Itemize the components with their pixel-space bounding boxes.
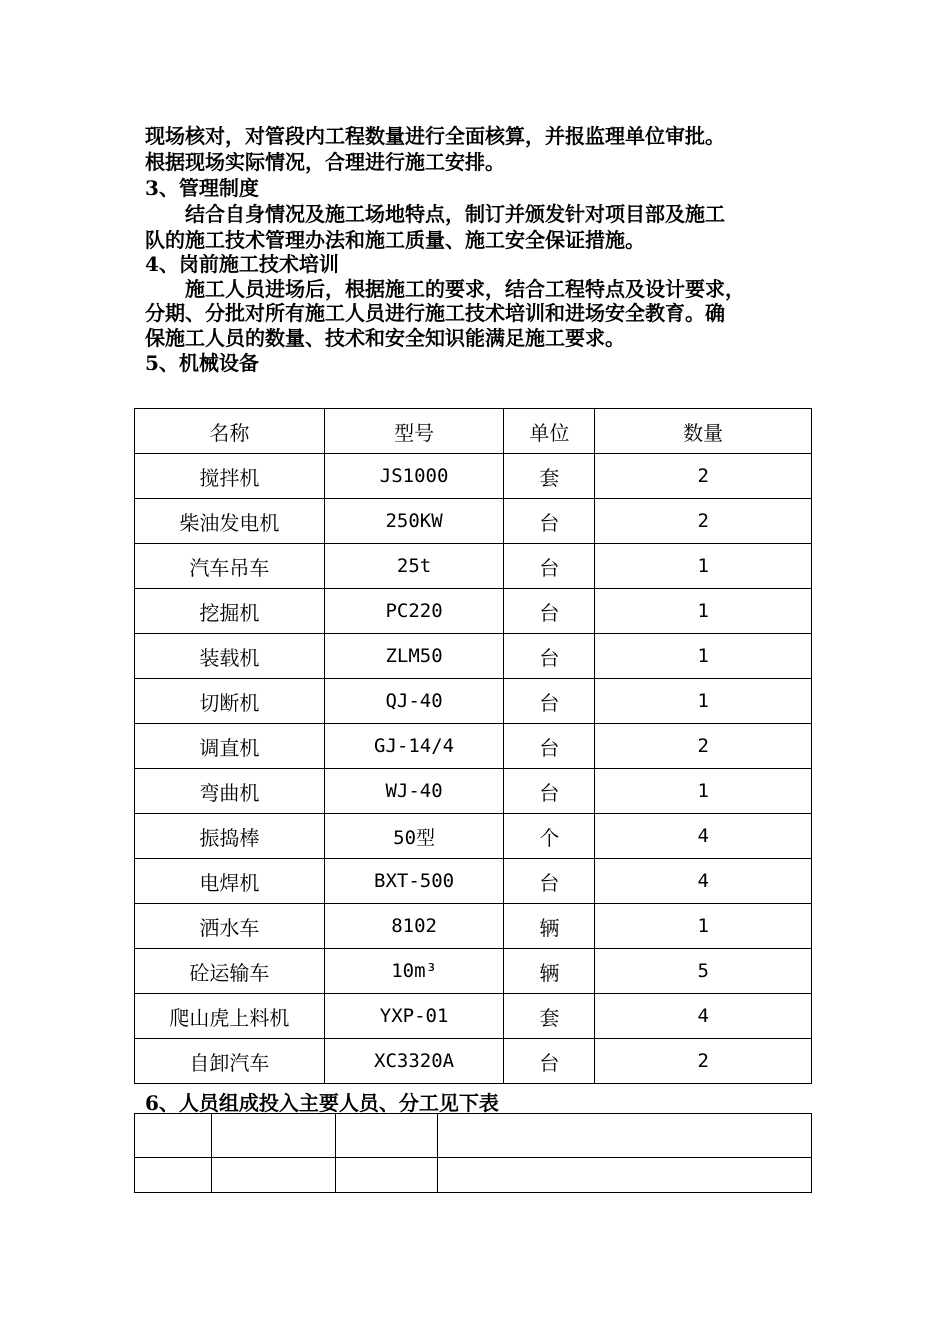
- cell-unit: 辆: [504, 949, 595, 994]
- cell-unit: 台: [504, 859, 595, 904]
- cell-name: 砼运输车: [135, 949, 325, 994]
- table-row: [135, 769, 812, 814]
- cell-model: ZLM50: [324, 634, 504, 679]
- cell-model: JS1000: [324, 454, 504, 499]
- empty-cell: [211, 1114, 335, 1158]
- cell-quantity: 1: [595, 634, 812, 679]
- cell-model: GJ-14/4: [324, 724, 504, 769]
- table-row: [135, 859, 812, 904]
- paragraph-line: 结合自身情况及施工场地特点，制订并颁发针对项目部及施工: [145, 202, 725, 226]
- staff-table: [134, 1113, 812, 1193]
- cell-quantity: 1: [595, 544, 812, 589]
- paragraph-line: 现场核对，对管段内工程数量进行全面核算，并报监理单位审批。: [145, 124, 725, 148]
- empty-cell: [211, 1158, 335, 1193]
- cell-unit: 辆: [504, 904, 595, 949]
- table-row: [135, 679, 812, 724]
- table-row: [135, 1114, 812, 1158]
- cell-quantity: 1: [595, 589, 812, 634]
- paragraph-line: 施工人员进场后，根据施工的要求，结合工程特点及设计要求，: [145, 277, 745, 301]
- cell-model: YXP-01: [324, 994, 504, 1039]
- table-header-row: [135, 409, 812, 454]
- table-row: [135, 499, 812, 544]
- header-unit: 单位: [504, 409, 595, 454]
- table-row: [135, 544, 812, 589]
- section-heading-6: 6、人员组成投入主要人员、分工见下表: [145, 1091, 499, 1115]
- table-row: [135, 994, 812, 1039]
- table-row: [135, 634, 812, 679]
- cell-name: 装载机: [135, 634, 325, 679]
- equipment-table: [134, 408, 812, 1084]
- paragraph-line: 保施工人员的数量、技术和安全知识能满足施工要求。: [145, 326, 625, 350]
- paragraph-line: 分期、分批对所有施工人员进行施工技术培训和进场安全教育。确: [145, 301, 725, 325]
- table-row: [135, 589, 812, 634]
- cell-model: 50型: [324, 814, 504, 859]
- cell-name: 挖掘机: [135, 589, 325, 634]
- empty-cell: [437, 1158, 811, 1193]
- cell-unit: 台: [504, 1039, 595, 1084]
- paragraph-line: 队的施工技术管理办法和施工质量、施工安全保证措施。: [145, 228, 645, 252]
- cell-model: PC220: [324, 589, 504, 634]
- cell-name: 爬山虎上料机: [135, 994, 325, 1039]
- cell-name: 切断机: [135, 679, 325, 724]
- table-row: [135, 1039, 812, 1084]
- empty-cell: [135, 1114, 212, 1158]
- cell-model: 10m³: [324, 949, 504, 994]
- table-row: [135, 904, 812, 949]
- cell-quantity: 2: [595, 499, 812, 544]
- cell-quantity: 1: [595, 904, 812, 949]
- cell-unit: 台: [504, 724, 595, 769]
- cell-name: 调直机: [135, 724, 325, 769]
- table-row: [135, 454, 812, 499]
- cell-model: QJ-40: [324, 679, 504, 724]
- cell-quantity: 1: [595, 679, 812, 724]
- cell-quantity: 2: [595, 454, 812, 499]
- empty-cell: [335, 1158, 437, 1193]
- cell-quantity: 4: [595, 994, 812, 1039]
- cell-quantity: 2: [595, 1039, 812, 1084]
- cell-name: 搅拌机: [135, 454, 325, 499]
- cell-quantity: 4: [595, 814, 812, 859]
- cell-name: 洒水车: [135, 904, 325, 949]
- cell-name: 柴油发电机: [135, 499, 325, 544]
- cell-model: 250KW: [324, 499, 504, 544]
- paragraph-line: 根据现场实际情况，合理进行施工安排。: [145, 150, 505, 174]
- cell-name: 电焊机: [135, 859, 325, 904]
- table-row: [135, 814, 812, 859]
- empty-cell: [335, 1114, 437, 1158]
- header-name: 名称: [135, 409, 325, 454]
- table-row: [135, 1158, 812, 1193]
- cell-name: 振捣棒: [135, 814, 325, 859]
- cell-name: 汽车吊车: [135, 544, 325, 589]
- cell-quantity: 4: [595, 859, 812, 904]
- header-model: 型号: [324, 409, 504, 454]
- table-row: [135, 724, 812, 769]
- cell-name: 弯曲机: [135, 769, 325, 814]
- table-row: [135, 949, 812, 994]
- cell-model: 8102: [324, 904, 504, 949]
- cell-unit: 套: [504, 454, 595, 499]
- empty-cell: [135, 1158, 212, 1193]
- cell-unit: 台: [504, 589, 595, 634]
- cell-name: 自卸汽车: [135, 1039, 325, 1084]
- empty-cell: [437, 1114, 811, 1158]
- cell-model: BXT-500: [324, 859, 504, 904]
- section-heading-3: 3、管理制度: [145, 176, 259, 200]
- cell-model: 25t: [324, 544, 504, 589]
- cell-unit: 台: [504, 544, 595, 589]
- header-quantity: 数量: [595, 409, 812, 454]
- cell-unit: 套: [504, 994, 595, 1039]
- cell-unit: 台: [504, 634, 595, 679]
- cell-quantity: 2: [595, 724, 812, 769]
- cell-unit: 个: [504, 814, 595, 859]
- section-heading-5: 5、机械设备: [145, 351, 259, 375]
- cell-unit: 台: [504, 499, 595, 544]
- cell-model: XC3320A: [324, 1039, 504, 1084]
- cell-quantity: 5: [595, 949, 812, 994]
- cell-unit: 台: [504, 679, 595, 724]
- cell-unit: 台: [504, 769, 595, 814]
- cell-model: WJ-40: [324, 769, 504, 814]
- section-heading-4: 4、岗前施工技术培训: [145, 252, 339, 276]
- cell-quantity: 1: [595, 769, 812, 814]
